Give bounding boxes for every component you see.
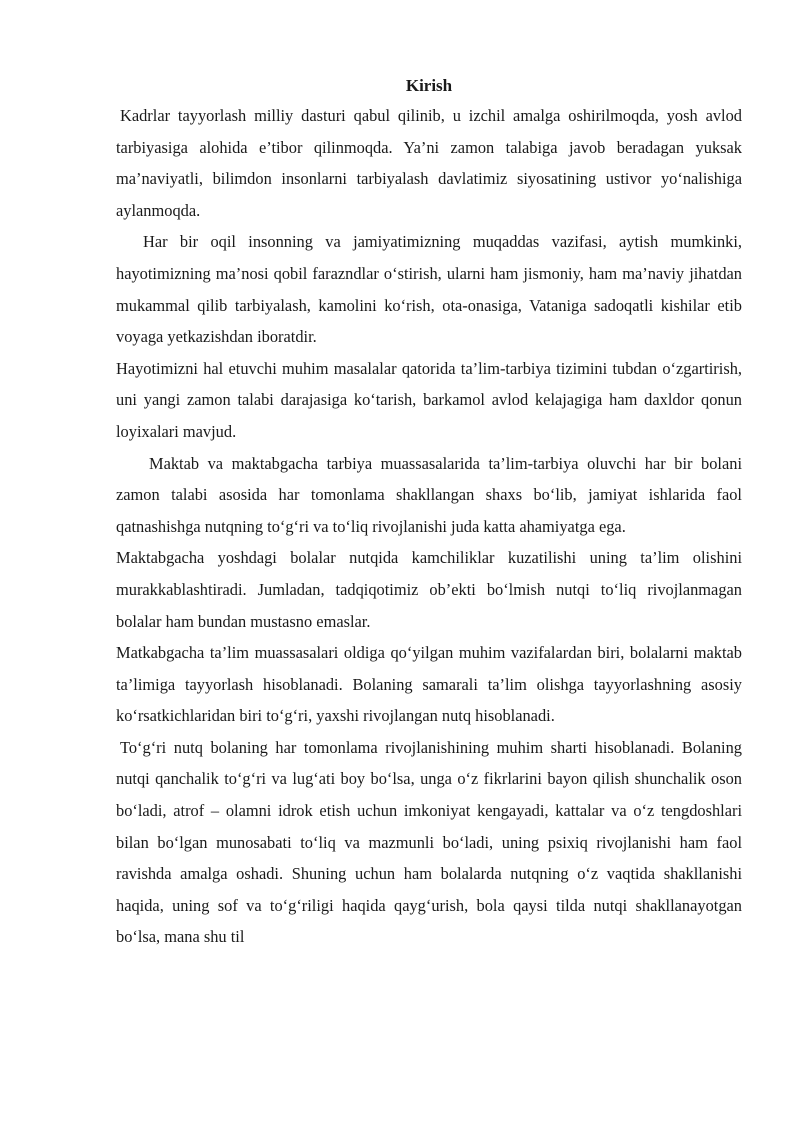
paragraph-5: Maktabgacha yoshdagi bolalar nutqida kamchiliklar kuzatilishi uning ta’lim olishini murakkablashtiradi. Jumladan, tadqiqotimiz ob’ekti bo‘lmish nutqi to‘liq rivojlanmagan bolalar ham bundan mustasno emaslar. (116, 548, 742, 631)
paragraph-6: Matkabgacha ta’lim muassasalari oldiga qo‘yilgan muhim vazifalardan biri, bolalarni maktab ta’limiga tayyorlash hisoblanadi. Bolaning samarali ta’lim olishga tayyorlashning asosiy ko‘rsatkichlaridan biri to‘g‘ri, yaxshi rivojlangan nutq hisoblanadi. (116, 643, 742, 726)
document-page (116, 74, 742, 953)
paragraph-7: To‘g‘ri nutq bolaning har tomonlama rivojlanishining muhim sharti hisoblanadi. Bolaning nutqi qanchalik to‘g‘ri va lug‘ati boy bo‘lsa, unga o‘z fikrlarini bayon qilish shunchalik oson bo‘ladi, atrof – olamni idrok etish uchun imkoniyat kengayadi, kattalar va o‘z tengdoshlari bilan bo‘lgan munosabati to‘liq va mazmunli bo‘ladi, uning psixiq rivojlanishi ham faol ravishda amalga oshadi. Shuning uchun ham bolalarda nutqning o‘z vaqtida shakllanishi haqida, uning sof va to‘g‘riligi haqida qayg‘urish, bola qaysi tilda nutqi shakllanayotgan bo‘lsa, mana shu til (116, 737, 742, 947)
document-title: Kirish (405, 76, 453, 95)
paragraph-4: Maktab va maktabgacha tarbiya muassasalarida ta’lim-tarbiya oluvchi har bir bolani zamon talabi asosida har tomonlama shakllangan shaxs bo‘lib, jamiyat ishlarida faol qatnashishga nutqning to‘g‘ri va to‘liq rivojlanishi juda katta ahamiyatga ega. (116, 453, 742, 536)
paragraph-3: Hayotimizni hal etuvchi muhim masalalar qatorida ta’lim-tarbiya tizimini tubdan o‘zgartirish, uni yangi zamon talabi darajasiga ko‘tarish, barkamol avlod kelajagiga ham daxldor qonun loyixalari mavjud. (116, 358, 742, 441)
paragraph-1: Kadrlar tayyorlash milliy dasturi qabul qilinib, u izchil amalga oshirilmoqda, yosh avlod tarbiyasiga alohida e’tibor qilinmoqda. Ya’ni zamon talabiga javob beradagan yuksak ma’naviyatli, bilimdon insonlarni tarbiyalash davlatimiz siyosatining ustivor yo‘nalishiga aylanmoqda. (116, 106, 742, 220)
paragraph-2: Har bir oqil insonning va jamiyatimizning muqaddas vazifasi, aytish mumkinki, hayotimizning ma’nosi qobil farazndlar o‘stirish, ularni ham jismoniy, ham ma’naviy jihatdan mukammal qilib tarbiyalash, kamolini ko‘rish, ota-onasiga, Vataniga sadoqatli kishilar etib voyaga yetkazishdan iboratdir. (116, 232, 742, 347)
